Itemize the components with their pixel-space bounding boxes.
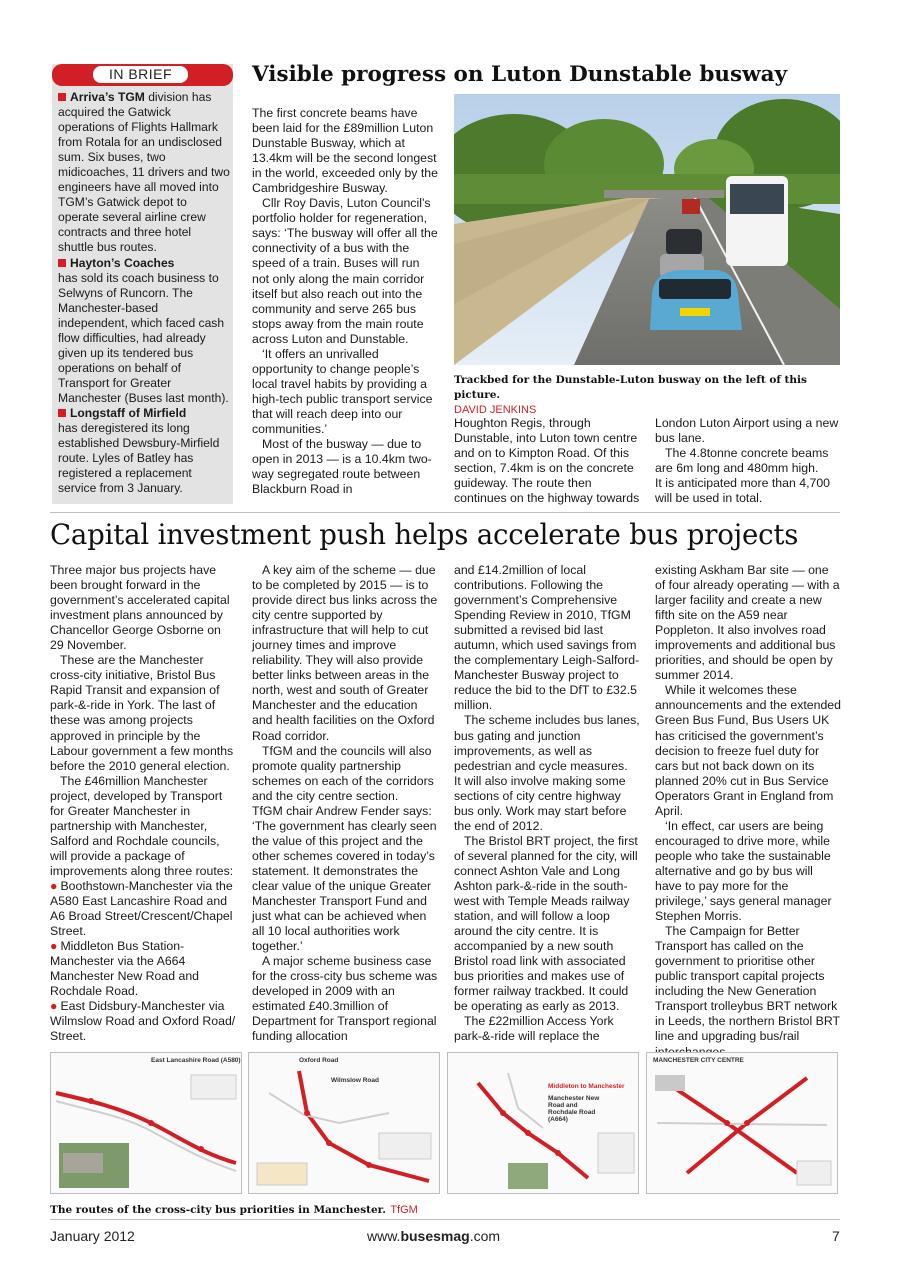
route-bullet — [50, 939, 236, 999]
paragraph: TfGM chair Andrew Fender says: ‘The government has clearly seen the value of this project and the other schemes covered in today’s statement. It demonstrates the clear value of the unique Greater Manchester Transport Fund and just what can be achieved when all 10 local authorities work together.’ — [252, 803, 437, 954]
brief-item-title: Hayton’s Coaches — [70, 255, 175, 270]
bullet-square-icon — [58, 93, 66, 101]
article2-column-4 — [655, 563, 841, 1060]
article2-column-1 — [50, 563, 236, 1045]
route-text: Boothstown-Manchester via the A580 East Lancashire Road and A6 Broad Street/Crescent/Chapel Street. — [50, 878, 233, 939]
route-map-middleton — [447, 1052, 639, 1194]
footer-divider — [50, 1219, 840, 1220]
paragraph: and £14.2million of local contributions. Following the government’s Comprehensive Spending Review in 2010, TfGM submitted a revised bid last autumn, which used savings from the complementary Leigh-Salford-Manchester Busway project to reduce the bid to the DfT to £32.5 million. — [454, 563, 640, 713]
map-subtitle: Wilmslow Road — [331, 1077, 379, 1084]
brief-item-text: has deregistered its long established Dewsbury-Mirfield route. Lyles of Batley has registered a replacement service from 3 January. — [58, 421, 220, 496]
map-drawing — [249, 1053, 440, 1194]
bullet-square-icon — [58, 409, 66, 417]
map-drawing — [51, 1053, 242, 1194]
busway-photo — [454, 94, 840, 365]
paragraph: The Campaign for Better Transport has called on the government to prioritise other public transport capital projects including the New Generation Transport trolleybus BRT network in Leeds, the northern Bristol BRT line and upgrading bus/rail — [655, 924, 840, 1044]
paragraph: The first concrete beams have been laid for the £89million Luton Dunstable Busway, which at 13.4km will be the second longest in the world, exceeded only by the Cambridgeshire Busway. — [252, 106, 438, 196]
paragraph: Three major bus projects have been brought forward in the government’s accelerated capital investment plans announced by Chancellor George Osborne on 29 November. — [50, 563, 230, 653]
url-bold: busesmag — [400, 1228, 470, 1244]
brief-item-text: division has acquired the Gatwick operations of Flights Hallmark from Rotala for an undisclosed sum. Six buses, two midicoaches, 11 drivers and two engineers have all moved into TGM’s Gatwick depot to operate several airline crew contracts and three hotel shuttle bus routes. — [58, 90, 230, 255]
article1-column-3 — [655, 416, 841, 506]
map-subtitle: Manchester New Road and Rochdale Road (A664) — [548, 1095, 600, 1123]
route-bullet — [50, 879, 236, 939]
article1-column-1 — [252, 106, 438, 497]
paragraph: The £46million Manchester project, developed by Transport for Greater Manchester in partnership with Manchester, Salford and Rochdale councils, will provide a package of improvements along three routes: — [50, 773, 234, 878]
article2-headline: Capital investment push helps accelerate bus projects — [50, 518, 799, 551]
article1-column-2 — [454, 416, 640, 506]
route-map-oxford-road — [248, 1052, 440, 1194]
paragraph: Most of the busway — due to open in 2013 — is a 10.4km two-way segregated route between Blackburn Road in — [252, 437, 432, 497]
map-title: East Lancashire Road (A580) — [151, 1057, 241, 1064]
footer-url[interactable] — [367, 1228, 500, 1244]
bullet-square-icon — [58, 259, 66, 267]
paragraph: The £22million Access York park-&-ride will replace the — [454, 1014, 614, 1044]
paragraph: Cllr Roy Davis, Luton Council’s portfolio holder for regeneration, says: ‘The busway will offer all the connectivity of a bus with the speed of a train. Buses will run not only along the main corridor itself but also reach out into the community and serve 265 bus stops away from the main route across Luton and Dunstable. — [252, 196, 438, 346]
paragraph: London Luton Airport using a new bus lane. — [655, 416, 839, 446]
route-text: Middleton Bus Station-Manchester via the A664 Manchester New Road and Rochdale Road. — [50, 939, 200, 999]
paragraph: These are the Manchester cross-city initiative, Bristol Bus Rapid Transit and expansion of park-&-ride in York. The last of these was among projects approved in principle by the Labour government a few months before the 2010 general election. — [50, 653, 234, 773]
url-prefix: www. — [367, 1228, 401, 1244]
paragraph: TfGM and the councils will also promote quality partnership schemes on each of the corridors and the city centre section. — [252, 743, 434, 803]
paragraph: ‘In effect, car users are being encouraged to drive more, while people who take the sustainable alternative and go by bus will have to pay more for the privilege,’ says general manager Stephen Morris. — [655, 818, 832, 924]
route-bullet — [50, 999, 236, 1044]
photo-credit: DAVID JENKINS — [454, 404, 537, 416]
map-drawing — [448, 1053, 639, 1194]
paragraph: Houghton Regis, through Dunstable, into Luton town centre and on to Kimpton Road. Of this section, 7.4km is on the concrete guideway. The route then continues on the highway towards — [454, 416, 640, 506]
paragraph: It is anticipated more than 4,700 will be used in total. — [655, 476, 830, 506]
footer-date: January 2012 — [50, 1228, 135, 1244]
paragraph: The scheme includes bus lanes, bus gating and junction improvements, as well as pedestrian and cycle measures. — [454, 713, 640, 773]
paragraph: While it welcomes these announcements and the extended Green Bus Fund, Bus Users UK has criticised the government’s decision to freeze fuel duty for cars but not back down on its planned 20% cut in Bus Service Operators Grant in England from April. — [655, 683, 841, 818]
bullet-dot-icon: ● — [50, 878, 58, 893]
maps-caption: The routes of the cross-city bus priorities in Manchester. — [50, 1204, 386, 1216]
bullet-dot-icon: ● — [50, 939, 58, 954]
paragraph: ‘It offers an unrivalled opportunity to change people’s local travel habits by providing a high-tech public transport service that will reach deep into our communities.’ — [252, 346, 433, 436]
article1-headline: Visible progress on Luton Dunstable busway — [252, 62, 788, 87]
url-suffix: .com — [469, 1228, 501, 1244]
map-title: Middleton to Manchester — [548, 1083, 625, 1090]
paragraph: A key aim of the scheme — due to be completed by 2015 — is to provide direct bus links across the city centre supported by infrastructure that will help to cut journey times and improve reliability. They will also provide better links between areas in the north, west and south of Greater Manchester and the education and health facilities on the Oxford Road corridor. — [252, 563, 438, 743]
bullet-dot-icon: ● — [50, 999, 58, 1014]
brief-item-title: Longstaff of Mirfield — [70, 405, 187, 420]
map-drawing — [647, 1053, 838, 1194]
maps-caption-block — [50, 1200, 418, 1218]
page-number: 7 — [832, 1228, 840, 1244]
map-title: Oxford Road — [299, 1057, 339, 1064]
brief-item-text: has sold its coach business to Selwyns of Runcorn. The Manchester-based independent, which faced cash flow difficulties, had already given up its tendered bus operations on behalf of Transport for Greater Manchester (Buses last month). — [58, 270, 229, 405]
article2-column-2 — [252, 563, 438, 1045]
photo-caption-block — [454, 372, 846, 417]
section-divider — [50, 512, 840, 513]
map-title: MANCHESTER CITY CENTRE — [653, 1057, 744, 1064]
paragraph: A major scheme business case for the cross-city bus scheme was developed in 2009 with an estimated £40.3million of Department for Transport regional funding allocation — [252, 954, 438, 1044]
paragraph: It will also involve making some sections of city centre highway bus only. Work may start before the end of 2012. — [454, 773, 627, 833]
in-brief-text — [58, 90, 230, 496]
article2-column-3 — [454, 563, 640, 1045]
route-text: East Didsbury-Manchester via Wilmslow Road and Oxford Road/ Street. — [50, 999, 236, 1044]
route-map-east-lancashire-road — [50, 1052, 242, 1194]
brief-item-title: Arriva’s TGM — [70, 90, 145, 104]
photo-caption: Trackbed for the Dunstable-Luton busway on the left of this picture. — [454, 374, 807, 401]
route-map-city-centre — [646, 1052, 838, 1194]
paragraph: The Bristol BRT project, the first of several planned for the city, will connect Ashton Vale and Long Ashton park-&-ride in the south-west with Temple Meads railway station, and will follow a loop around the city centre. It is accompanied by a new south Bristol road link with associated bus priorities and makes use of former railway trackbed. It could be operating as early as 2013. — [454, 833, 638, 1014]
paragraph: existing Askham Bar site — one of four already operating — with a larger facility and create a new fifth site on the A59 near Poppleton. It also involves road improvements and additional bus priorities, and should be open by summer 2014. — [655, 563, 840, 683]
maps-credit: TfGM — [390, 1204, 418, 1216]
in-brief-label: IN BRIEF — [93, 66, 188, 83]
paragraph: The 4.8tonne concrete beams are 6m long and 480mm high. — [655, 446, 829, 476]
